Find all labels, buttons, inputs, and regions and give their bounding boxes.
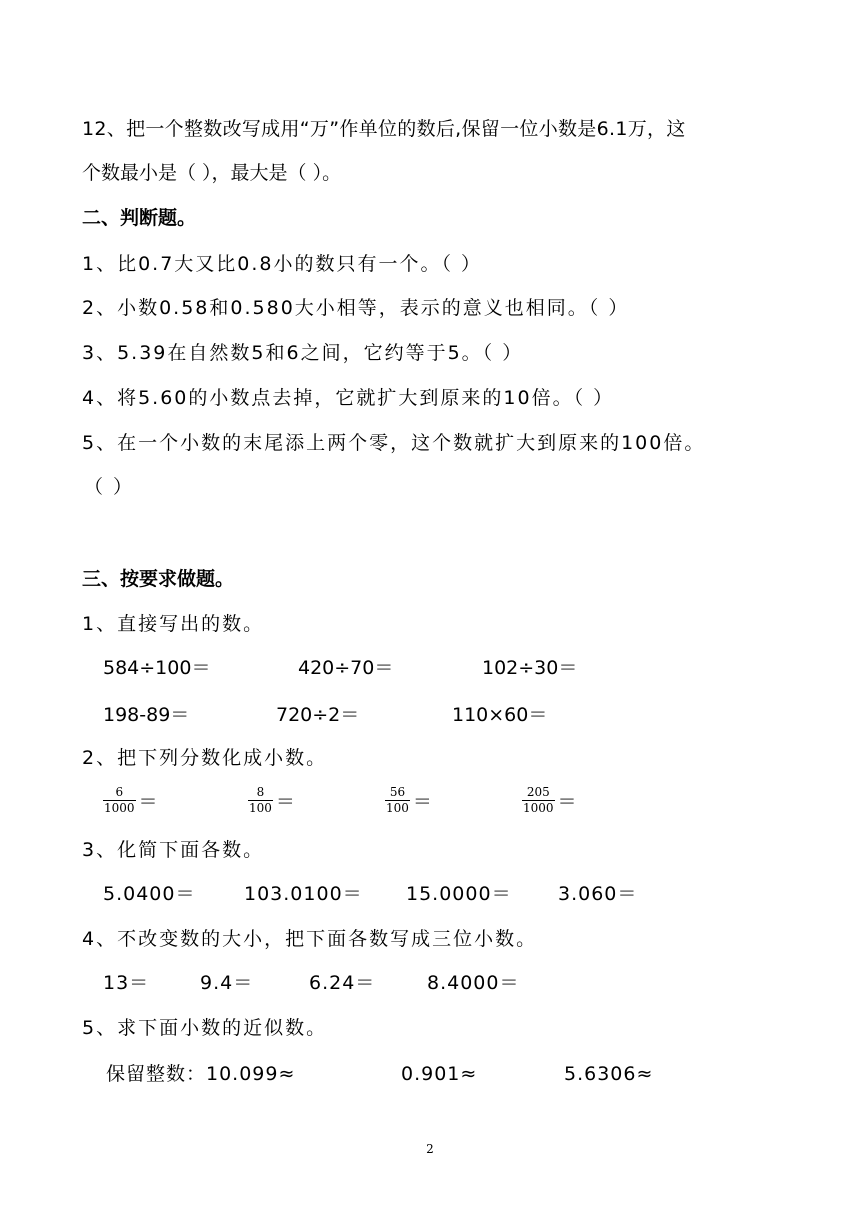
- q5-title: 5、求下面小数的近似数。: [82, 1017, 328, 1039]
- fraction-4-numerator: 205: [526, 785, 550, 799]
- fraction-3-denominator: 100: [386, 801, 409, 815]
- fraction-3: [385, 785, 432, 816]
- q3-title: 3、化简下面各数。: [82, 839, 265, 861]
- q4-item-4: 8.4000＝: [427, 972, 520, 994]
- judge-item-1: 1、比0.7大又比0.8小的数只有一个。（ ）: [82, 253, 483, 275]
- q3-item-4: 3.060＝: [558, 883, 638, 905]
- q12-line1: 12、把一个整数改写成用“万”作单位的数后,保留一位小数是6.1万，这: [82, 118, 686, 140]
- fraction-4: [522, 785, 577, 816]
- fraction-4-denominator: 1000: [523, 801, 554, 815]
- q3-item-1: 5.0400＝: [103, 883, 196, 905]
- fraction-2-equals: ＝: [275, 791, 295, 813]
- section2-title: 二、判断题。: [82, 207, 197, 229]
- q1-r1-c3: 102÷30＝: [482, 657, 578, 679]
- q4-item-2: 9.4＝: [200, 972, 254, 994]
- fraction-1: [103, 785, 158, 816]
- q1-r1-c2: 420÷70＝: [298, 657, 394, 679]
- q4-item-3: 6.24＝: [309, 972, 376, 994]
- judge-item-5-bracket: （ ）: [84, 476, 135, 498]
- fraction-3-numerator: 56: [389, 785, 406, 799]
- fraction-2: [248, 785, 295, 816]
- judge-item-2: 2、小数0.58和0.580大小相等，表示的意义也相同。（ ）: [82, 297, 630, 319]
- q5-item-1: 保留整数：10.099≈: [106, 1063, 296, 1085]
- q12-line2: 个数最小是（ ），最大是（ ）。: [82, 162, 342, 184]
- fraction-2-denominator: 100: [249, 801, 272, 815]
- q1-r2-c3: 110×60＝: [452, 704, 548, 726]
- judge-item-5: 5、在一个小数的末尾添上两个零，这个数就扩大到原来的100倍。: [82, 432, 706, 454]
- q4-item-1: 13＝: [103, 972, 150, 994]
- q3-item-3: 15.0000＝: [406, 883, 512, 905]
- fraction-1-equals: ＝: [138, 791, 158, 813]
- fraction-1-numerator: 6: [115, 785, 124, 799]
- q1-title: 1、直接写出的数。: [82, 613, 265, 635]
- q2-title: 2、把下列分数化成小数。: [82, 747, 328, 769]
- q3-item-2: 103.0100＝: [244, 883, 363, 905]
- section3-title: 三、按要求做题。: [82, 568, 235, 590]
- judge-item-4: 4、将5.60的小数点去掉，它就扩大到原来的10倍。（ ）: [82, 387, 615, 409]
- q5-item-2: 0.901≈: [401, 1063, 478, 1085]
- fraction-3-equals: ＝: [412, 791, 432, 813]
- fraction-2-numerator: 8: [256, 785, 265, 799]
- judge-item-3: 3、5.39在自然数5和6之间，它约等于5。（ ）: [82, 342, 524, 364]
- fraction-1-denominator: 1000: [104, 801, 135, 815]
- q1-r2-c2: 720÷2＝: [276, 704, 360, 726]
- q4-title: 4、不改变数的大小，把下面各数写成三位小数。: [82, 928, 538, 950]
- q5-item-3: 5.6306≈: [564, 1063, 654, 1085]
- q1-r2-c1: 198-89＝: [103, 704, 190, 726]
- fraction-4-equals: ＝: [557, 791, 577, 813]
- page-number: 2: [426, 1142, 434, 1156]
- q1-r1-c1: 584÷100＝: [103, 657, 211, 679]
